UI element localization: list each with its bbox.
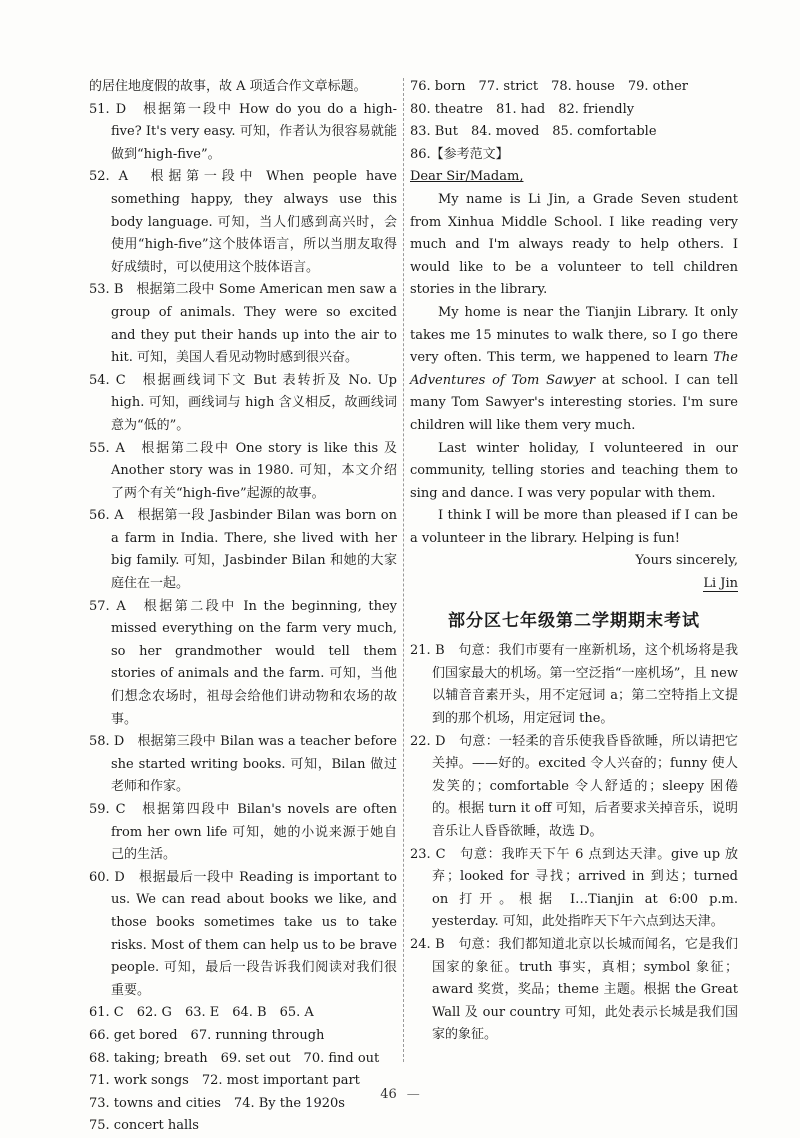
letter-closing: Yours sincerely, — [635, 553, 738, 569]
page-number-dash: — — [406, 1087, 420, 1102]
answer-58: 58. D 根据第三段中 Bilan was a teacher before she started writing books. 可知，Bilan 做过老师和作家。 — [89, 734, 397, 795]
column-divider — [403, 78, 404, 1062]
letter-p2-after: at school. I can tell many Tom Sawyer's interesting stories. I'm sure children will like them very much. — [410, 372, 738, 433]
answer-52: 52. A 根据第一段中 When people have something happy, they always use this body language. 可知，当人们感到高兴时，会使用“high-five”这个肢体语言，所以当朋友取得好成绩时，可以使用这个肢体语言。 — [89, 169, 397, 275]
answers-76-79: 76. born 77. strict 78. house 79. other — [410, 79, 689, 94]
answers-68-70: 68. taking; breath 69. set out 70. find out — [89, 1050, 380, 1066]
page-number-value: 46 — [380, 1087, 397, 1102]
answer-86-heading: 86.【参考范文】 — [410, 146, 509, 162]
left-column — [89, 76, 397, 1138]
answers-80-82: 80. theatre 81. had 82. friendly — [410, 101, 635, 117]
answer-24: 24. B 句意：我们都知道北京以长城而闻名，它是我们国家的象征。truth 事实，真相；symbol 象征；award 奖赏，奖品；theme 主题。根据 the Great Wall 及 our country 可知，此处表示长城是我们国家的象征。 — [410, 936, 738, 1043]
answers-73-74: 73. towns and cities 74. By the 1920s — [89, 1095, 345, 1111]
section-title: 部分区七年级第二学期期末考试 — [448, 610, 700, 631]
answer-53: 53. B 根据第二段中 Some American men saw a group of animals. They were so excited and they put their hands up into the air to hit. 可知，美国人看见动物时感到很兴奋。 — [89, 282, 397, 366]
answer-57: 57. A 根据第二段中 In the beginning, they missed everything on the farm very much, so her grandmother would tell them stories of animals and the farm. 可知，当他们想念农场时，祖母会给他们讲动物和农场的故事。 — [89, 598, 397, 727]
answer-51: 51. D 根据第一段中 How do you do a high-five? It's very easy. 可知，作者认为很容易就能做到“high-five”。 — [89, 101, 397, 162]
answer-continuation: 的居住地度假的故事，故 A 项适合作文章标题。 — [89, 79, 367, 94]
answer-56: 56. A 根据第一段 Jasbinder Bilan was born on a farm in India. There, she lived with her big family. 可知，Jasbinder Bilan 和她的大家庭住在一起。 — [89, 508, 397, 592]
letter-salutation: Dear Sir/Madam, — [410, 169, 524, 185]
answer-54: 54. C 根据画线词下文 But 表转折及 No. Up high. 可知，画线词与 high 含义相反，故画线词意为“低的”。 — [89, 372, 397, 433]
letter-signature — [410, 573, 738, 596]
right-column — [410, 76, 738, 1047]
letter-paragraph-4: I think I will be more than pleased if I can be a volunteer in the library. Helping is fun! — [410, 508, 738, 546]
answer-23: 23. C 句意：我昨天下午 6 点到达天津。give up 放弃；looked for 寻找；arrived in 到达；turned on 打开。根据 I…Tianjin at 6:00 p.m. yesterday. 可知，此处指昨天下午六点到达天津。 — [410, 846, 738, 930]
answer-59: 59. C 根据第四段中 Bilan's novels are often from her own life 可知，她的小说来源于她自己的生活。 — [89, 802, 397, 863]
sample-letter — [410, 166, 738, 595]
letter-paragraph-2 — [410, 302, 738, 438]
book-title: The Adventures of Tom Sawyer — [410, 350, 738, 388]
answers-61-65: 61. C 62. G 63. E 64. B 65. A — [89, 1005, 314, 1021]
letter-p2-before: My home is near the Tianjin Library. It only takes me 15 minutes to walk there, so I go there very often. This term, we happened to learn — [410, 304, 738, 366]
signature-text: Li Jin — [703, 576, 738, 592]
answer-22: 22. D 句意：一轻柔的音乐使我昏昏欲睡，所以请把它关掉。——好的。excited 令人兴奋的；funny 使人发笑的；comfortable 令人舒适的；sleepy 困倦的。根据 turn it off 可知，后者要求关掉音乐，说明音乐让人昏昏欲睡，故选 D。 — [410, 733, 738, 839]
answer-21: 21. B 句意：我们市要有一座新机场，这个机场将是我们国家最大的机场。第一空泛指“一座机场”，且 new 以辅音音素开头，用不定冠词 a；第二空特指上文提到的那个机场，用定冠词 the。 — [410, 643, 738, 727]
answer-55: 55. A 根据第二段中 One story is like this 及 Another story was in 1980. 可知，本文介绍了两个有关“high-five”起源的故事。 — [89, 440, 397, 501]
answers-66-67: 66. get bored 67. running through — [89, 1027, 325, 1043]
letter-paragraph-1: My name is Li Jin, a Grade Seven student from Xinhua Middle School. I like reading very much and I'm always ready to help others. I would like to be a volunteer to tell children stories in the library. — [410, 191, 738, 298]
page-number — [0, 1087, 800, 1102]
answer-75: 75. concert halls — [89, 1118, 199, 1134]
answers-83-85: 83. But 84. moved 85. comfortable — [410, 124, 657, 140]
letter-paragraph-3: Last winter holiday, I volunteered in our community, telling stories and teaching them to sing and dance. I was very popular with them. — [410, 440, 738, 501]
answer-60: 60. D 根据最后一段中 Reading is important to us. We can read about books we like, and those books sometimes take us to take risks. Most of them can help us to be brave people. 可知，最后一段告诉我们阅读对我们很重要。 — [89, 869, 397, 998]
answers-71-72: 71. work songs 72. most important part — [89, 1073, 360, 1089]
